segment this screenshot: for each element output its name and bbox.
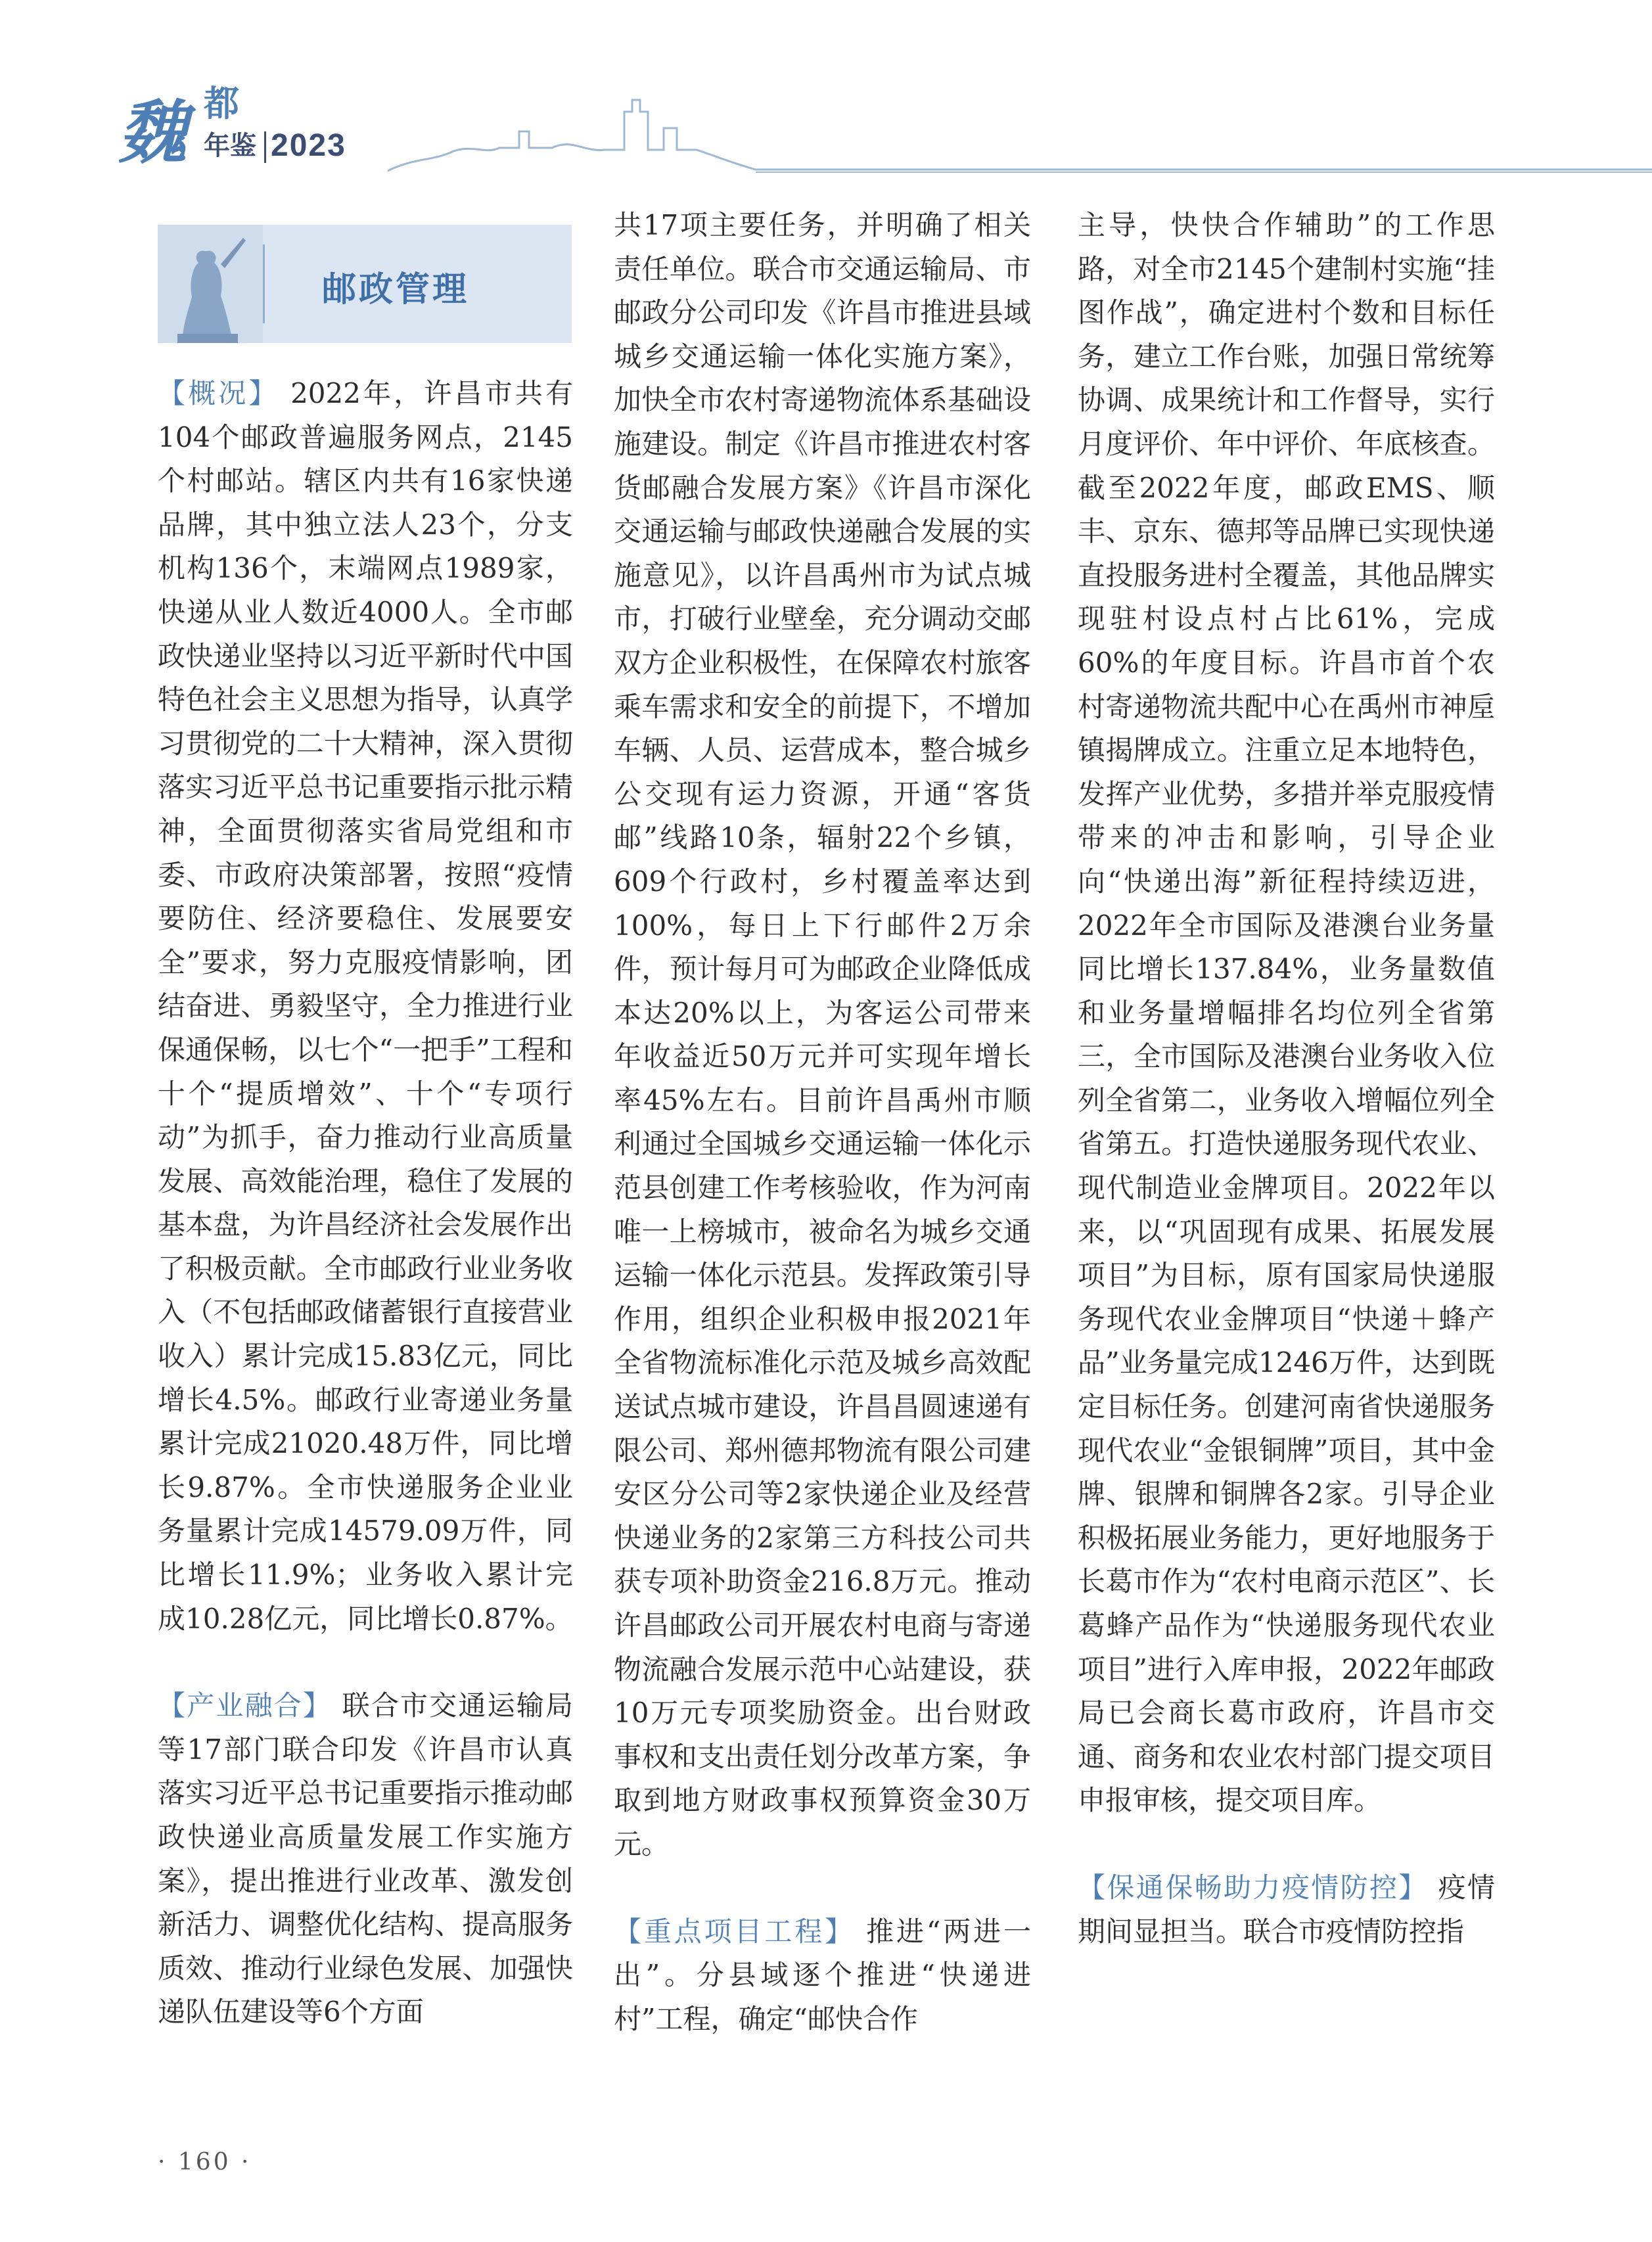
paragraph-continued <box>614 204 1031 1867</box>
paragraph-body: 疫情期间显担当。联合市疫情防控指 <box>1078 1871 1495 1948</box>
banner-divider <box>263 244 265 323</box>
paragraph-industry-integration <box>158 1684 573 2034</box>
yearbook-header <box>118 82 1652 184</box>
section-title: 邮政管理 <box>322 269 470 309</box>
paragraph-body: 2022年，许昌市共有104个邮政普遍服务网点，2145个村邮站。辖区内共有16家快递品牌，其中独立法人23个，分支机构136个，末端网点1989家，快递从业人数近4000人。全市邮政快递业坚持以习近平新时代中国特色社会主义思想为指导，认真学习贯彻党的二十大精神，深入贯彻落实习近平总书记重要指示批示精神，全面贯彻落实省局党组和市委、市政府决策部署，按照“疫情要防住、经济要稳住、发展要安全”要求，努力克服疫情影响，团结奋进、勇毅坚守，全力推进行业保通保畅，以七个“一把手”工程和十个“提质增效”、十个“专项行动”为抓手，奋力推动行业高质量发展、高效能治理，稳住了发展的基本盘，为许昌经济社会发展作出了积极贡献。全市邮政行业业务收入（不包括邮政储蓄银行直接营业收入）累计完成15.83亿元，同比增长4.5%。邮政行业寄递业务量累计完成21020.48万件，同比增长9.87%。全市快递服务企业业务量累计完成14579.09万件，同比增长11.9%；业务收入累计完成10.28亿元，同比增长0.87%。 <box>158 377 573 1635</box>
skyline-decoration-icon <box>388 92 1652 184</box>
text-column-1 <box>158 372 573 2034</box>
paragraph-epidemic-support <box>1078 1866 1495 1954</box>
logo-wei-char: 魏 <box>118 92 187 173</box>
paragraph-body: 联合市交通运输局等17部门联合印发《许昌市认真落实习近平总书记重要指示推动邮政快递业高质量发展工作实施方案》，提出推进行业改革、激发创新活力、调整优化结构、提高服务质效、推动行业绿色发展、加强快递队伍建设等6个方面 <box>158 1689 573 2028</box>
logo-nianjian: 年鉴 <box>204 130 256 161</box>
paragraph-overview <box>158 372 573 1641</box>
paragraph-continued <box>1078 204 1495 1823</box>
paragraph-body: 主导，快快合作辅助”的工作思路，对全市2145个建制村实施“挂图作战”，确定进村个数和目标任务，建立工作台账，加强日常统筹协调、成果统计和工作督导，实行月度评价、年中评价、年底核查。截至2022年度，邮政EMS、顺丰、京东、德邦等品牌已实现快递直投服务进村全覆盖，其他品牌实现驻村设点村占比61%，完成60%的年度目标。许昌市首个农村寄递物流共配中心在禹州市神垕镇揭牌成立。注重立足本地特色，发挥产业优势，多措并举克服疫情带来的冲击和影响，引导企业向“快递出海”新征程持续迈进，2022年全市国际及港澳台业务量同比增长137.84%，业务量数值和业务量增幅排名均位列全省第三，全市国际及港澳台业务收入位列全省第二，业务收入增幅位列全省第五。打造快递服务现代农业、现代制造业金牌项目。2022年以来，以“巩固现有成果、拓展发展项目”为目标，原有国家局快递服务现代农业金牌项目“快递＋蜂产品”业务量完成1246万件，达到既定目标任务。创建河南省快递服务现代农业“金银铜牌”项目，其中金牌、银牌和铜牌各2家。引导企业积极拓展业务能力，更好地服务于长葛市作为“农村电商示范区”、长葛蜂产品作为“快递服务现代农业项目”进行入库申报，2022年邮政局已会商长葛市政府，许昌市交通、商务和农业农村部门提交项目申报审核，提交项目库。 <box>1078 209 1495 1817</box>
section-head-overview: 【概况】 <box>158 377 279 409</box>
section-head-key-projects: 【重点项目工程】 <box>614 1915 855 1948</box>
logo-year: 2023 <box>271 128 346 163</box>
logo-separator <box>264 131 266 163</box>
paragraph-body: 共17项主要任务，并明确了相关责任单位。联合市交通运输局、市邮政分公司印发《许昌市推进县域城乡交通运输一体化实施方案》，加快全市农村寄递物流体系基础设施建设。制定《许昌市推进农村客货邮融合发展方案》《许昌市深化交通运输与邮政快递融合发展的实施意见》，以许昌禹州市为试点城市，打破行业壁垒，充分调动交邮双方企业积极性，在保障农村旅客乘车需求和安全的前提下，不增加车辆、人员、运营成本，整合城乡公交现有运力资源，开通“客货邮”线路10条，辐射22个乡镇，609个行政村，乡村覆盖率达到100%，每日上下行邮件2万余件，预计每月可为邮政企业降低成本达20%以上，为客运公司带来年收益近50万元并可实现年增长率45%左右。目前许昌禹州市顺利通过全国城乡交通运输一体化示范县创建工作考核验收，作为河南唯一上榜城市，被命名为城乡交通运输一体化示范县。发挥政策引导作用，组织企业积极申报2021年全省物流标准化示范及城乡高效配送试点城市建设，许昌昌圆速递有限公司、郑州德邦物流有限公司建安区分公司等2家快递企业及经营快递业务的2家第三方科技公司共获专项补助资金216.8万元。推动许昌邮政公司开展农村电商与寄递物流融合发展示范中心站建设，获10万元专项奖励资金。出台财政事权和支出责任划分改革方案，争取到地方财政事权预算资金30万元。 <box>614 209 1031 1860</box>
section-head-epidemic-support: 【保通保畅助力疫情防控】 <box>1078 1871 1428 1904</box>
text-column-3 <box>1078 204 1495 1954</box>
statue-icon <box>158 225 263 343</box>
page-number: · 160 · <box>158 2149 252 2176</box>
logo-du-char: 都 <box>204 82 239 124</box>
text-column-2 <box>614 204 1031 2041</box>
section-head-industry-integration: 【产业融合】 <box>158 1689 333 1722</box>
paragraph-key-projects <box>614 1910 1031 2042</box>
paragraph-body: 推进“两进一出”。分县域逐个推进“快递进村”工程，确定“邮快合作 <box>614 1915 1031 2035</box>
section-banner <box>158 225 572 343</box>
